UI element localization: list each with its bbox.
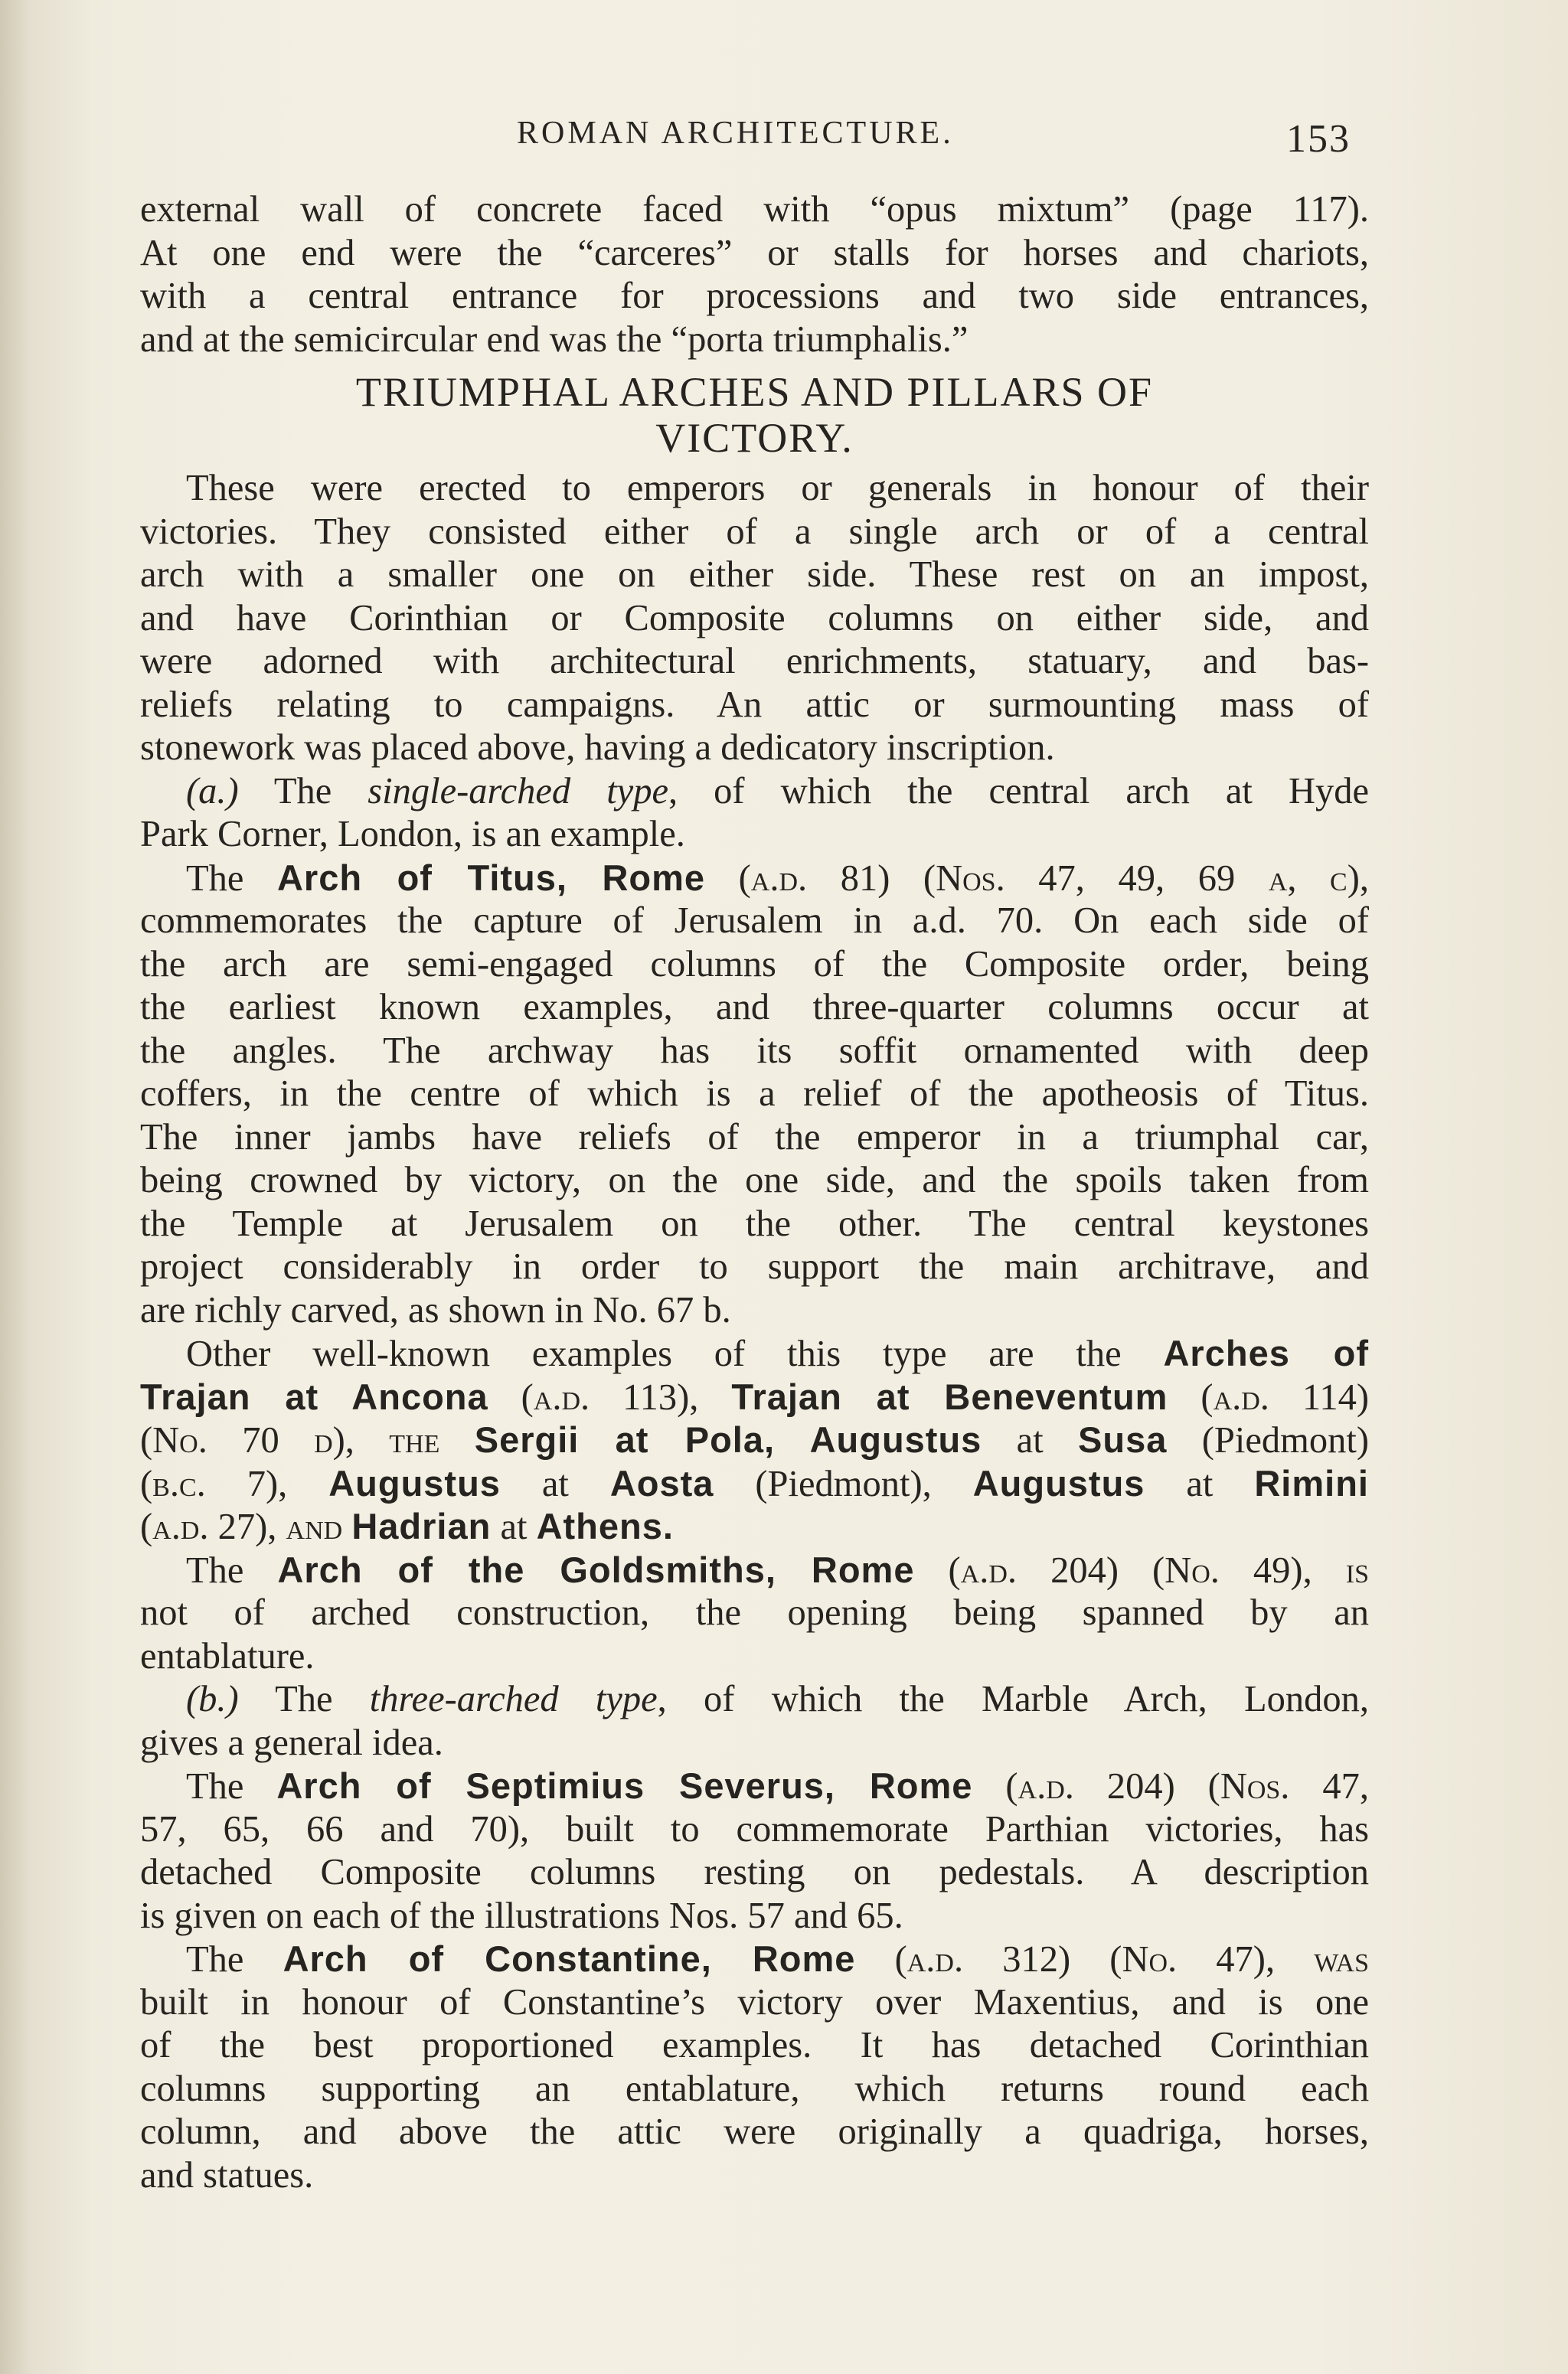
severus-line: detached Composite columns resting on pedestals. A description (140, 1852, 1369, 1892)
intro-line: and at the semicircular end was the “porta triumphalis.” (140, 318, 969, 360)
type-a-label: (a.) (186, 770, 239, 811)
goldsmiths-line: not of arched construction, the opening being spanned by an (140, 1592, 1369, 1633)
type-b-line (140, 1678, 1369, 1722)
paragraph-line: victories. They consisted either of a single arch or of a central (140, 511, 1369, 552)
goldsmiths-line: entablature. (140, 1635, 315, 1677)
text-fragment: (a.d. 27), and (140, 1507, 352, 1547)
severus-first-line (140, 1765, 1369, 1808)
text-fragment: (Piedmont) (1167, 1420, 1369, 1461)
paragraph-line: and have Corinthian or Composite columns on either side, and (140, 597, 1369, 638)
titus-line: The inner jambs have reliefs of the emperor in a triumphal car, (140, 1116, 1369, 1158)
text-fragment: The (186, 857, 277, 899)
others-line (140, 1376, 1369, 1419)
paragraph-line: These were erected to emperors or generals in honour of their (186, 468, 1369, 508)
titus-line: the Temple at Jerusalem on the other. The central keystones (140, 1203, 1369, 1244)
text-fragment: at (491, 1507, 537, 1547)
goldsmiths-name: Arch of the Goldsmiths, Rome (277, 1549, 915, 1590)
others-line (140, 1505, 1369, 1549)
intro-line: At one end were the “carceres” or stalls for horses and chariots, (140, 232, 1369, 273)
titus-line: coffers, in the centre of which is a relief of the apotheosis of Titus. (140, 1073, 1369, 1114)
titus-name: Arch of Titus, Rome (276, 857, 706, 898)
goldsmiths-first-line (140, 1549, 1369, 1592)
text-fragment: at (500, 1463, 610, 1504)
type-a-line: Park Corner, London, is an example. (140, 814, 685, 854)
text-fragment: Other well-known examples of this type are the (186, 1334, 1164, 1374)
arch-name: Rimini (1254, 1462, 1369, 1504)
text-fragment: at (1145, 1463, 1255, 1504)
intro-line: external wall of concrete faced with “opus mixtum” (page 117). (140, 189, 1369, 230)
type-a-name: single-arched type (368, 770, 668, 811)
severus-date: (a.d. 204) (Nos. 47, (972, 1766, 1369, 1807)
constantine-date: (a.d. 312) (No. 47), was (855, 1939, 1370, 1980)
paragraph-line: stonework was placed above, having a dedicatory inscription. (140, 727, 1055, 768)
text-fragment: The (186, 1766, 277, 1807)
intro-line: with a central entrance for processions and two side entrances, (140, 276, 1369, 316)
paragraph-line: arch with a smaller one on either side. These rest on an impost, (140, 554, 1369, 595)
others-line (140, 1419, 1369, 1462)
arch-name: Trajan at Ancona (140, 1376, 488, 1417)
titus-line: being crowned by victory, on the one side, and the spoils taken from (140, 1160, 1369, 1200)
arch-name: Sergii at Pola, Augustus (474, 1419, 982, 1460)
page-header (0, 115, 1568, 176)
page-number: 153 (1286, 117, 1351, 161)
arch-name: Augustus (328, 1462, 501, 1504)
others-line (140, 1462, 1369, 1506)
arch-name: Athens. (536, 1506, 674, 1546)
titus-line: the angles. The archway has its soffit ornamented with deep (140, 1030, 1369, 1071)
section-heading-line-1: TRIUMPHAL ARCHES AND PILLARS OF (355, 369, 1154, 415)
type-b-name: three-arched type (369, 1679, 658, 1719)
text-fragment: , of which the central arch at Hyde (668, 770, 1369, 811)
text-fragment: , of which the Marble Arch, London, (657, 1679, 1369, 1719)
arch-name: Hadrian (351, 1506, 492, 1546)
text-fragment: (a.d. 114) (1168, 1376, 1370, 1418)
titus-line: the arch are semi-engaged columns of the Composite order, being (140, 943, 1369, 985)
constantine-line: columns supporting an entablature, which returns round each (140, 2068, 1369, 2109)
text-fragment: The (186, 1549, 278, 1591)
text-fragment: (Piedmont), (714, 1463, 973, 1504)
constantine-line: built in honour of Constantine’s victory over Maxentius, and is one (140, 1981, 1369, 2023)
constantine-first-line (140, 1938, 1369, 1981)
paragraph-line: were adorned with architectural enrichments, statuary, and bas- (140, 641, 1369, 681)
titus-line: the earliest known examples, and three-quarter columns occur at (140, 987, 1369, 1027)
text-fragment: The (238, 770, 368, 811)
others-line (140, 1332, 1369, 1376)
goldsmiths-date: (a.d. 204) (No. 49), is (914, 1549, 1369, 1591)
text-fragment: The (238, 1679, 370, 1719)
arch-name: Arches of (1163, 1333, 1369, 1373)
titus-line: commemorates the capture of Jerusalem in a.d. 70. On each side of (140, 900, 1369, 941)
titus-first-line (140, 857, 1369, 900)
constantine-line: and statues. (140, 2154, 314, 2196)
text-fragment: (a.d. 113), (488, 1376, 732, 1418)
constantine-line: column, and above the attic were originally a quadriga, horses, (140, 2111, 1369, 2152)
text-fragment: (No. 70 d), the (140, 1420, 475, 1461)
text-fragment: at (982, 1420, 1079, 1461)
type-b-label: (b.) (186, 1679, 239, 1719)
arch-name: Trajan at Beneventum (731, 1376, 1168, 1417)
arch-name: Augustus (972, 1462, 1145, 1504)
arch-name: Susa (1078, 1419, 1168, 1460)
titus-line: project considerably in order to support the main architrave, and (140, 1246, 1369, 1287)
severus-line: is given on each of the illustrations Nos. 57 and 65. (140, 1895, 903, 1936)
constantine-name: Arch of Constantine, Rome (283, 1938, 856, 1979)
severus-name: Arch of Septimius Severus, Rome (276, 1765, 973, 1806)
text-fragment: (b.c. 7), (140, 1463, 329, 1504)
type-b-line: gives a general idea. (140, 1722, 443, 1763)
text-fragment: The (186, 1939, 283, 1980)
type-a-line (140, 770, 1369, 814)
body-text (140, 188, 1369, 2197)
running-head: ROMAN ARCHITECTURE. (517, 116, 954, 151)
severus-line: 57, 65, 66 and 70), built to commemorate Parthian victories, has (140, 1808, 1369, 1850)
section-heading-line-2: VICTORY. (655, 415, 854, 461)
constantine-line: of the best proportioned examples. It has detached Corinthian (140, 2025, 1369, 2065)
titus-line: are richly carved, as shown in No. 67 b. (140, 1289, 731, 1331)
paragraph-line: reliefs relating to campaigns. An attic or surmounting mass of (140, 684, 1369, 725)
titus-date: (a.d. 81) (Nos. 47, 49, 69 a, c), (705, 857, 1369, 899)
arch-name: Aosta (609, 1462, 714, 1504)
